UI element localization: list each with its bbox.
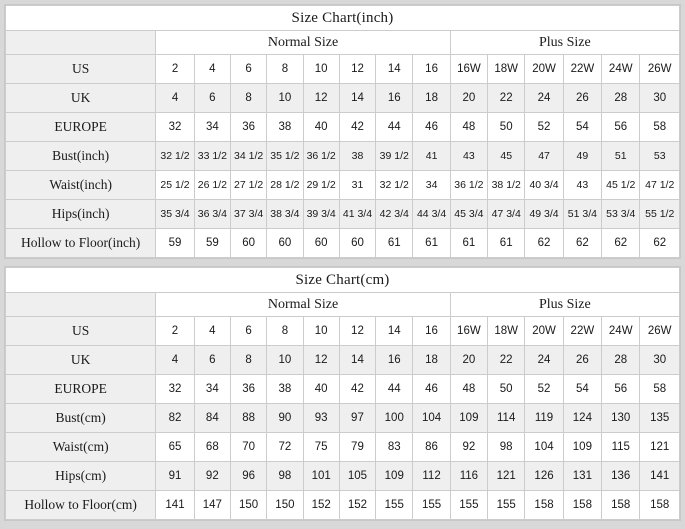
cell: 91	[156, 462, 194, 491]
cell: 27 1/2	[230, 171, 266, 200]
cell: 8	[230, 84, 266, 113]
title-row	[6, 268, 680, 293]
cell: 8	[267, 55, 303, 84]
cell: 61	[450, 229, 487, 258]
cell: 116	[450, 462, 487, 491]
cell: 43	[563, 171, 601, 200]
row-label: Hips(cm)	[6, 462, 156, 491]
cell: 16	[376, 84, 413, 113]
cell: 47	[525, 142, 563, 171]
cell: 26W	[640, 55, 680, 84]
cell: 97	[339, 404, 375, 433]
cell: 33 1/2	[194, 142, 230, 171]
cell: 18	[413, 84, 450, 113]
cell: 150	[267, 491, 303, 520]
cell: 10	[303, 317, 339, 346]
cell: 100	[376, 404, 413, 433]
cell: 20W	[525, 317, 563, 346]
cell: 32 1/2	[156, 142, 194, 171]
cell: 44	[376, 113, 413, 142]
cell: 36 1/2	[303, 142, 339, 171]
cell: 60	[303, 229, 339, 258]
table-row	[6, 404, 680, 433]
cell: 40	[303, 113, 339, 142]
cell: 26	[563, 84, 601, 113]
corner-blank	[6, 31, 156, 55]
cell: 84	[194, 404, 230, 433]
cell: 32 1/2	[376, 171, 413, 200]
row-label: Bust(cm)	[6, 404, 156, 433]
cell: 2	[156, 55, 194, 84]
cell: 12	[303, 84, 339, 113]
cell: 42	[339, 375, 375, 404]
cell: 20	[450, 346, 487, 375]
cell: 31	[339, 171, 375, 200]
cell: 10	[303, 55, 339, 84]
cell: 35 1/2	[267, 142, 303, 171]
cell: 10	[267, 84, 303, 113]
cell: 155	[376, 491, 413, 520]
cell: 86	[413, 433, 450, 462]
cell: 6	[194, 84, 230, 113]
cell: 61	[413, 229, 450, 258]
cell: 158	[563, 491, 601, 520]
cell: 51 3/4	[563, 200, 601, 229]
cell: 36	[230, 375, 266, 404]
cell: 50	[488, 375, 525, 404]
cell: 158	[525, 491, 563, 520]
row-label: Hollow to Floor(cm)	[6, 491, 156, 520]
group-normal-size: Normal Size	[156, 31, 450, 55]
cell: 109	[376, 462, 413, 491]
cell: 54	[563, 113, 601, 142]
group-plus-size: Plus Size	[450, 31, 679, 55]
cell: 52	[525, 375, 563, 404]
size-chart-inch	[4, 4, 681, 259]
row-label: UK	[6, 346, 156, 375]
table-row	[6, 171, 680, 200]
row-label: Hips(inch)	[6, 200, 156, 229]
cell: 104	[413, 404, 450, 433]
size-chart-cm-table	[5, 267, 680, 520]
cell: 42 3/4	[376, 200, 413, 229]
cell: 150	[230, 491, 266, 520]
cell: 83	[376, 433, 413, 462]
cell: 24W	[602, 55, 640, 84]
cell: 30	[640, 346, 680, 375]
cell: 92	[450, 433, 487, 462]
cell: 79	[339, 433, 375, 462]
cell: 46	[413, 375, 450, 404]
cell: 36 3/4	[194, 200, 230, 229]
cell: 147	[194, 491, 230, 520]
cell: 34	[413, 171, 450, 200]
cell: 45	[488, 142, 525, 171]
table-row	[6, 346, 680, 375]
cell: 98	[267, 462, 303, 491]
corner-blank	[6, 293, 156, 317]
cell: 29 1/2	[303, 171, 339, 200]
cell: 36	[230, 113, 266, 142]
cell: 155	[413, 491, 450, 520]
cell: 18W	[488, 55, 525, 84]
size-chart-cm	[4, 266, 681, 521]
cell: 50	[488, 113, 525, 142]
cell: 24	[525, 346, 563, 375]
table-row	[6, 462, 680, 491]
cell: 24	[525, 84, 563, 113]
cell: 98	[488, 433, 525, 462]
cell: 14	[339, 84, 375, 113]
cell: 105	[339, 462, 375, 491]
cell: 36 1/2	[450, 171, 487, 200]
cell: 90	[267, 404, 303, 433]
cell: 62	[525, 229, 563, 258]
cell: 40	[303, 375, 339, 404]
cell: 62	[602, 229, 640, 258]
cell: 14	[339, 346, 375, 375]
row-label: US	[6, 317, 156, 346]
cell: 20W	[525, 55, 563, 84]
cell: 20	[450, 84, 487, 113]
cell: 59	[156, 229, 194, 258]
cell: 135	[640, 404, 680, 433]
table-row	[6, 491, 680, 520]
cell: 152	[303, 491, 339, 520]
cell: 65	[156, 433, 194, 462]
cell: 8	[267, 317, 303, 346]
cell: 104	[525, 433, 563, 462]
row-label: Bust(inch)	[6, 142, 156, 171]
table-row	[6, 55, 680, 84]
cell: 34	[194, 375, 230, 404]
cell: 56	[602, 375, 640, 404]
title-row	[6, 6, 680, 31]
cell: 51	[602, 142, 640, 171]
cell: 44 3/4	[413, 200, 450, 229]
cell: 40 3/4	[525, 171, 563, 200]
cell: 82	[156, 404, 194, 433]
cell: 38 1/2	[488, 171, 525, 200]
cell: 30	[640, 84, 680, 113]
cell: 55 1/2	[640, 200, 680, 229]
cell: 59	[194, 229, 230, 258]
cell: 119	[525, 404, 563, 433]
table-row	[6, 375, 680, 404]
cell: 6	[230, 55, 266, 84]
cell: 53 3/4	[602, 200, 640, 229]
cell: 68	[194, 433, 230, 462]
cell: 49 3/4	[525, 200, 563, 229]
cell: 2	[156, 317, 194, 346]
table-row	[6, 142, 680, 171]
cell: 26W	[640, 317, 680, 346]
cell: 53	[640, 142, 680, 171]
cell: 56	[602, 113, 640, 142]
cell: 158	[640, 491, 680, 520]
cell: 6	[194, 346, 230, 375]
cell: 109	[450, 404, 487, 433]
group-plus-size: Plus Size	[450, 293, 679, 317]
cell: 130	[602, 404, 640, 433]
cell: 22	[488, 84, 525, 113]
group-row	[6, 293, 680, 317]
cell: 101	[303, 462, 339, 491]
cell: 38	[267, 113, 303, 142]
cell: 52	[525, 113, 563, 142]
cell: 37 3/4	[230, 200, 266, 229]
cell: 96	[230, 462, 266, 491]
size-chart-inch-table	[5, 5, 680, 258]
cell: 58	[640, 375, 680, 404]
group-row	[6, 31, 680, 55]
cell: 8	[230, 346, 266, 375]
table-row	[6, 229, 680, 258]
cell: 47 1/2	[640, 171, 680, 200]
row-label: Hollow to Floor(inch)	[6, 229, 156, 258]
table-row	[6, 113, 680, 142]
cell: 75	[303, 433, 339, 462]
cell: 60	[230, 229, 266, 258]
cell: 12	[339, 317, 375, 346]
cell: 54	[563, 375, 601, 404]
cell: 43	[450, 142, 487, 171]
cell: 4	[156, 346, 194, 375]
cell: 16W	[450, 55, 487, 84]
cell: 88	[230, 404, 266, 433]
row-label: UK	[6, 84, 156, 113]
cell: 141	[156, 491, 194, 520]
cell: 16	[413, 317, 450, 346]
cell: 45 3/4	[450, 200, 487, 229]
cell: 28	[602, 84, 640, 113]
cell: 124	[563, 404, 601, 433]
cell: 10	[267, 346, 303, 375]
cell: 34	[194, 113, 230, 142]
group-normal-size: Normal Size	[156, 293, 450, 317]
cell: 70	[230, 433, 266, 462]
cell: 22W	[563, 317, 601, 346]
cell: 58	[640, 113, 680, 142]
cell: 28	[602, 346, 640, 375]
cell: 158	[602, 491, 640, 520]
cell: 131	[563, 462, 601, 491]
cell: 62	[640, 229, 680, 258]
cell: 26	[563, 346, 601, 375]
cell: 60	[267, 229, 303, 258]
cell: 61	[488, 229, 525, 258]
chart-title: Size Chart(inch)	[6, 6, 680, 31]
cell: 14	[376, 317, 413, 346]
cell: 49	[563, 142, 601, 171]
cell: 12	[303, 346, 339, 375]
cell: 136	[602, 462, 640, 491]
cell: 32	[156, 113, 194, 142]
cell: 112	[413, 462, 450, 491]
cell: 152	[339, 491, 375, 520]
cell: 39 1/2	[376, 142, 413, 171]
cell: 114	[488, 404, 525, 433]
cell: 38 3/4	[267, 200, 303, 229]
cell: 41	[413, 142, 450, 171]
cell: 4	[194, 317, 230, 346]
cell: 121	[488, 462, 525, 491]
cell: 35 3/4	[156, 200, 194, 229]
cell: 155	[488, 491, 525, 520]
row-label: Waist(inch)	[6, 171, 156, 200]
table-row	[6, 433, 680, 462]
cell: 18	[413, 346, 450, 375]
cell: 4	[194, 55, 230, 84]
cell: 14	[376, 55, 413, 84]
row-label: EUROPE	[6, 113, 156, 142]
cell: 18W	[488, 317, 525, 346]
cell: 16	[376, 346, 413, 375]
cell: 47 3/4	[488, 200, 525, 229]
cell: 48	[450, 113, 487, 142]
cell: 24W	[602, 317, 640, 346]
cell: 115	[602, 433, 640, 462]
cell: 92	[194, 462, 230, 491]
row-label: EUROPE	[6, 375, 156, 404]
cell: 38	[267, 375, 303, 404]
cell: 4	[156, 84, 194, 113]
cell: 109	[563, 433, 601, 462]
table-row	[6, 84, 680, 113]
cell: 45 1/2	[602, 171, 640, 200]
table-row	[6, 317, 680, 346]
chart-title: Size Chart(cm)	[6, 268, 680, 293]
cell: 34 1/2	[230, 142, 266, 171]
cell: 60	[339, 229, 375, 258]
cell: 41 3/4	[339, 200, 375, 229]
cell: 121	[640, 433, 680, 462]
cell: 61	[376, 229, 413, 258]
cell: 141	[640, 462, 680, 491]
row-label: Waist(cm)	[6, 433, 156, 462]
cell: 16	[413, 55, 450, 84]
cell: 22W	[563, 55, 601, 84]
cell: 44	[376, 375, 413, 404]
cell: 22	[488, 346, 525, 375]
cell: 25 1/2	[156, 171, 194, 200]
cell: 93	[303, 404, 339, 433]
cell: 16W	[450, 317, 487, 346]
cell: 46	[413, 113, 450, 142]
cell: 6	[230, 317, 266, 346]
table-row	[6, 200, 680, 229]
cell: 12	[339, 55, 375, 84]
cell: 28 1/2	[267, 171, 303, 200]
cell: 38	[339, 142, 375, 171]
cell: 26 1/2	[194, 171, 230, 200]
cell: 48	[450, 375, 487, 404]
cell: 32	[156, 375, 194, 404]
cell: 155	[450, 491, 487, 520]
row-label: US	[6, 55, 156, 84]
cell: 62	[563, 229, 601, 258]
cell: 126	[525, 462, 563, 491]
cell: 72	[267, 433, 303, 462]
cell: 42	[339, 113, 375, 142]
cell: 39 3/4	[303, 200, 339, 229]
